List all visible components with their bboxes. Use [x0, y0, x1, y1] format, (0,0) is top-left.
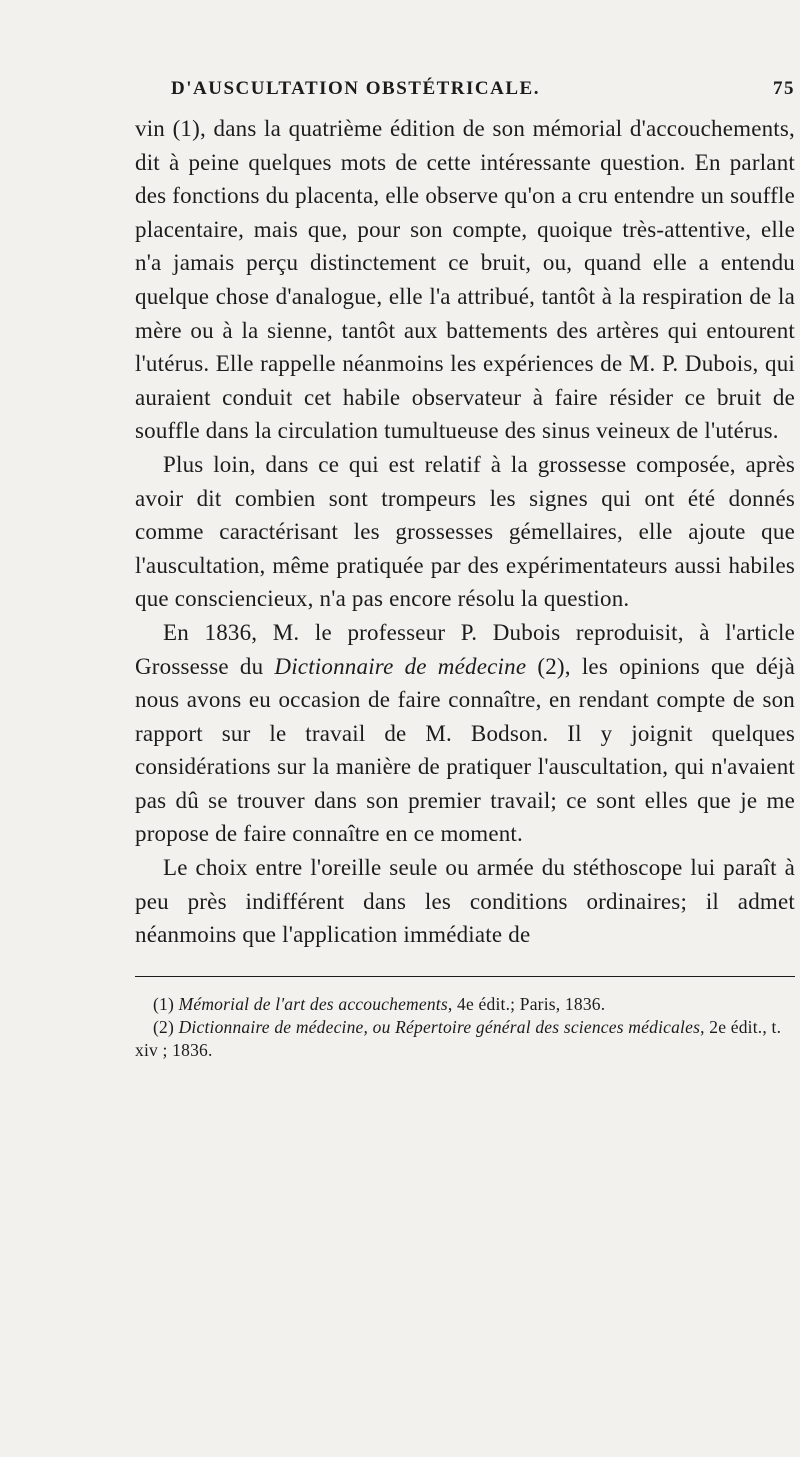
footnote-2	[135, 1016, 795, 1062]
footnote-1-mark: (1)	[153, 993, 175, 1014]
paragraph-1: vin (1), dans la quatrième édition de son mémorial d'accouchements, dit à peine quelques mots de cette intéressante question. En parlant des fonctions du placenta, elle observe qu'on a cru entendre un souffle placentaire, mais que, pour son compte, quoique très-attentive, elle n'a jamais perçu distinctement ce bruit, ou, quand elle a entendu quelque chose d'analogue, elle l'a attribué, tantôt à la respiration de la mère ou à la sienne, tantôt aux battements des artères qui entourent l'utérus. Elle rappelle néanmoins les expériences de M. P. Dubois, qui auraient conduit cet habile observateur à faire résider ce bruit de souffle dans la circulation tumultueuse des sinus veineux de l'utérus.	[135, 116, 795, 444]
dictionary-title: Dictionnaire de médecine	[274, 653, 527, 679]
paragraph-4: Le choix entre l'oreille seule ou armée du stéthoscope lui paraît à peu près indifférent dans les conditions ordinaires; il admet néanmoins que l'application immédiate de	[135, 855, 795, 948]
footnote-2-rest: , 2e édit., t. xiv ; 1836.	[135, 1016, 782, 1060]
body-text	[135, 112, 795, 952]
footnote-2-mark: (2)	[153, 1016, 175, 1037]
paragraph-3	[135, 616, 795, 851]
footnote-1	[135, 993, 795, 1016]
running-head	[135, 78, 795, 112]
footnote-2-title: Dictionnaire de médecine, ou Répertoire général des sciences médicales	[178, 1016, 701, 1037]
footnote-1-rest: , 4e édit.; Paris, 1836.	[447, 993, 606, 1014]
footnotes	[135, 993, 795, 1062]
book-page	[135, 78, 795, 1062]
running-head-title: D'AUSCULTATION OBSTÉTRICALE.	[171, 78, 540, 99]
paragraph-3-before: En 1836, M. le professeur P. Dubois reproduisit, à l'article Grossesse du	[135, 619, 795, 679]
page-number: 75	[773, 78, 795, 99]
paragraph-3-after: (2), les opinions que déjà nous avons eu occasion de faire connaître, en rendant compte de son rapport sur le travail de M. Bodson. Il y joignit quelques considérations sur la manière de pratiquer l'auscultation, qui n'avaient pas dû se trouver dans son premier travail; ce sont elles que je me propose de faire connaître en ce moment.	[135, 653, 796, 847]
footnote-1-title: Mémorial de l'art des accouchements	[178, 993, 448, 1014]
footnote-rule	[135, 976, 795, 977]
paragraph-2: Plus loin, dans ce qui est relatif à la grossesse composée, après avoir dit combien sont trompeurs les signes qui ont été donnés comme caractérisant les grossesses gémellaires, elle ajoute que l'auscultation, même pratiquée par des expérimentateurs aussi habiles que consciencieux, n'a pas encore résolu la question.	[135, 451, 795, 612]
